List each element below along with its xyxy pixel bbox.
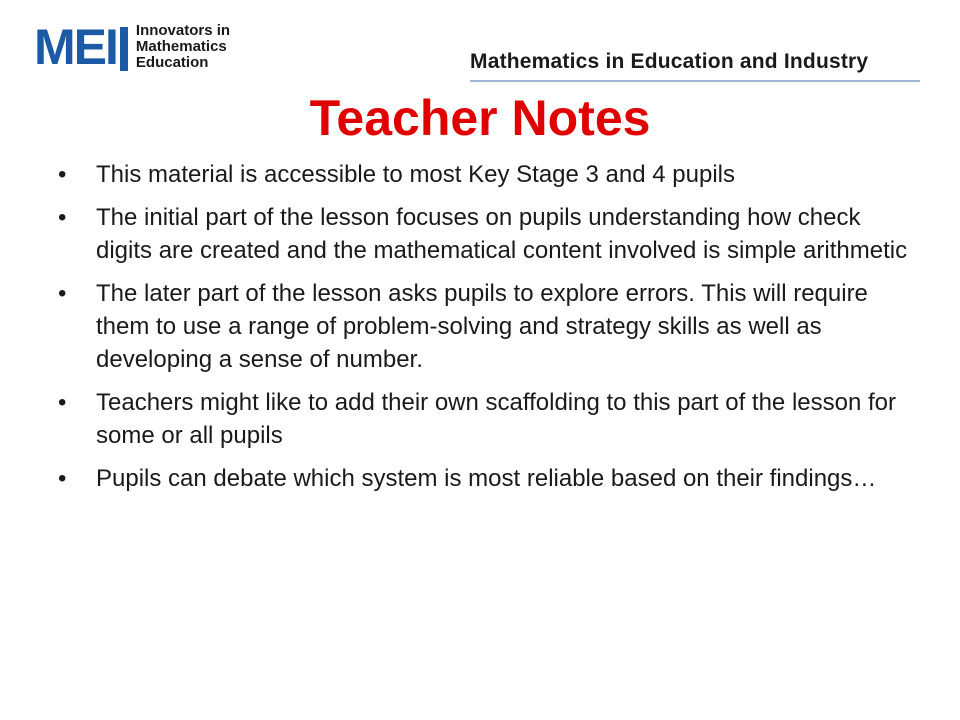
bullet-icon: • (58, 204, 67, 231)
bullet-item (58, 201, 918, 267)
bullet-icon: • (58, 465, 67, 492)
bullet-item (58, 386, 918, 452)
bullet-text: The initial part of the lesson focuses on pupils understanding how check digits are created and the mathematical content involved is simple arithmetic (96, 204, 908, 264)
bullet-item (58, 277, 918, 376)
bullet-text: The later part of the lesson asks pupils to explore errors. This will require them to use a range of problem-solving and strategy skills as well as developing a sense of number. (96, 280, 868, 373)
logo-line-2: Mathematics (135, 38, 227, 55)
logo-line-3: Education (135, 54, 209, 71)
bullet-text: Teachers might like to add their own scaffolding to this part of the lesson for some or all pupils (96, 389, 896, 449)
logo-divider-bar (120, 27, 128, 71)
mei-logo (34, 19, 231, 75)
bullet-list (58, 158, 918, 505)
header-rule (470, 80, 920, 82)
bullet-icon: • (58, 280, 67, 307)
slide-header (0, 0, 960, 90)
bullet-text: This material is accessible to most Key Stage 3 and 4 pupils (96, 161, 735, 188)
bullet-icon: • (58, 161, 67, 188)
logo-line-1: Innovators in (135, 22, 231, 39)
bullet-icon: • (58, 389, 67, 416)
logo-mark: MEI (34, 19, 117, 75)
bullet-text: Pupils can debate which system is most reliable based on their findings… (96, 465, 877, 492)
bullet-item (58, 158, 918, 191)
bullet-item (58, 462, 918, 495)
slide-title: Teacher Notes (309, 90, 651, 146)
header-tagline: Mathematics in Education and Industry (470, 50, 869, 73)
logo-text (136, 23, 230, 71)
